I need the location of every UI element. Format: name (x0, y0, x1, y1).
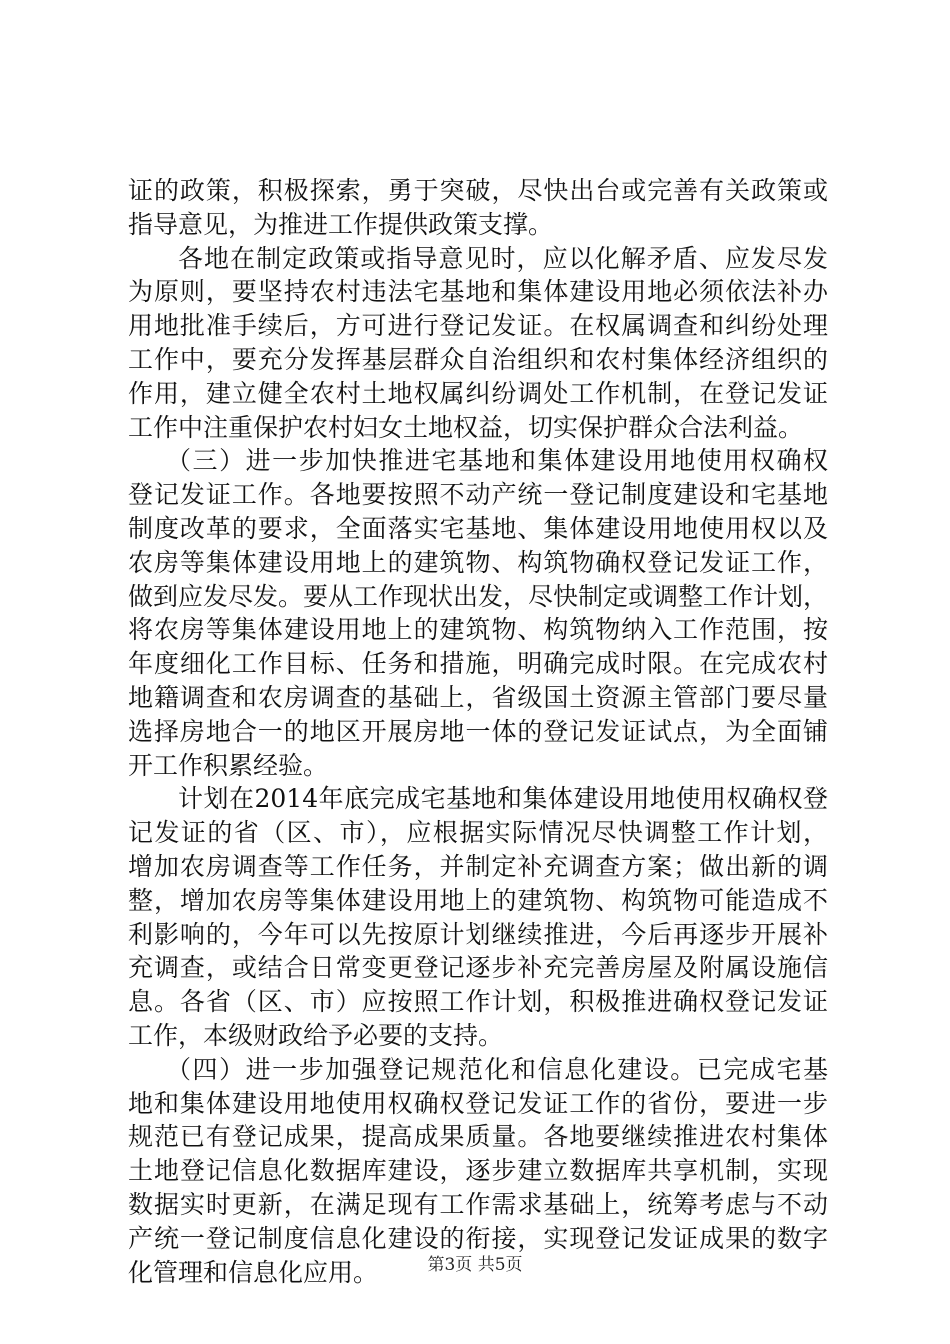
text-line: 地籍调查和农房调查的基础上，省级国土资源主管部门要尽量 (128, 682, 828, 712)
text-line: 充调查，或结合日常变更登记逐步补充完善房屋及附属设施信 (128, 953, 828, 983)
text-line: 产统一登记制度信息化建设的衔接，实现登记发证成果的数字 (128, 1223, 828, 1253)
text-line: （四）进一步加强登记规范化和信息化建设。已完成宅基 (166, 1054, 828, 1084)
paragraph (128, 174, 828, 242)
text-line: 为原则，要坚持农村违法宅基地和集体建设用地必须依法补办 (128, 277, 828, 307)
page-footer (0, 1250, 950, 1275)
text-line: 做到应发尽发。要从工作现状出发，尽快制定或调整工作计划， (128, 581, 829, 611)
text-line: 农房等集体建设用地上的建筑物、构筑物确权登记发证工作， (128, 547, 828, 577)
text-line: 息。各省（区、市）应按照工作计划，积极推进确权登记发证 (128, 987, 828, 1017)
text-line: 工作中，要充分发挥基层群众自治组织和农村集体经济组织的 (128, 344, 828, 374)
page-number: 第3页 共5页 (427, 1255, 523, 1275)
text-line: 规范已有登记成果，提高成果质量。各地要继续推进农村集体 (128, 1122, 828, 1152)
text-line: 化管理和信息化应用。 (128, 1257, 379, 1287)
text-line: 登记发证工作。各地要按照不动产统一登记制度建设和宅基地 (128, 480, 828, 510)
text-line: 工作，本级财政给予必要的支持。 (128, 1020, 504, 1050)
text-line: 作用，建立健全农村土地权属纠纷调处工作机制，在登记发证 (128, 378, 828, 408)
text-line: 年度细化工作目标、任务和措施，明确完成时限。在完成农村 (128, 649, 828, 679)
paragraph (128, 782, 828, 1052)
text-line: 各地在制定政策或指导意见时，应以化解矛盾、应发尽发 (178, 243, 828, 273)
text-line: 数据实时更新，在满足现有工作需求基础上，统筹考虑与不动 (128, 1189, 828, 1219)
text-line: 选择房地合一的地区开展房地一体的登记发证试点，为全面铺 (128, 716, 828, 746)
document-body (128, 174, 828, 1289)
text-line: 地和集体建设用地使用权确权登记发证工作的省份，要进一步 (128, 1088, 828, 1118)
text-line: 记发证的省（区、市），应根据实际情况尽快调整工作计划， (128, 818, 828, 848)
text-line: 整，增加农房等集体建设用地上的建筑物、构筑物可能造成不 (128, 885, 828, 915)
text-line: 土地登记信息化数据库建设，逐步建立数据库共享机制，实现 (128, 1156, 828, 1186)
text-line: （三）进一步加快推进宅基地和集体建设用地使用权确权 (166, 446, 828, 476)
text-line: 制度改革的要求，全面落实宅基地、集体建设用地使用权以及 (128, 513, 828, 543)
text-line: 工作中注重保护农村妇女土地权益，切实保护群众合法利益。 (128, 412, 804, 442)
text-line: 计划在2014年底完成宅基地和集体建设用地使用权确权登 (178, 784, 828, 814)
text-line: 利影响的，今年可以先按原计划继续推进，今后再逐步开展补 (128, 919, 828, 949)
text-line: 指导意见，为推进工作提供政策支撑。 (128, 209, 554, 239)
text-line: 开工作积累经验。 (128, 750, 329, 780)
paragraph (128, 444, 828, 782)
paragraph (128, 242, 828, 445)
text-line: 将农房等集体建设用地上的建筑物、构筑物纳入工作范围，按 (128, 615, 828, 645)
text-line: 增加农房调查等工作任务，并制定补充调查方案；做出新的调 (128, 851, 828, 881)
text-line: 用地批准手续后，方可进行登记发证。在权属调查和纠纷处理 (128, 311, 828, 341)
text-line: 证的政策，积极探索，勇于突破，尽快出台或完善有关政策或 (128, 176, 828, 205)
